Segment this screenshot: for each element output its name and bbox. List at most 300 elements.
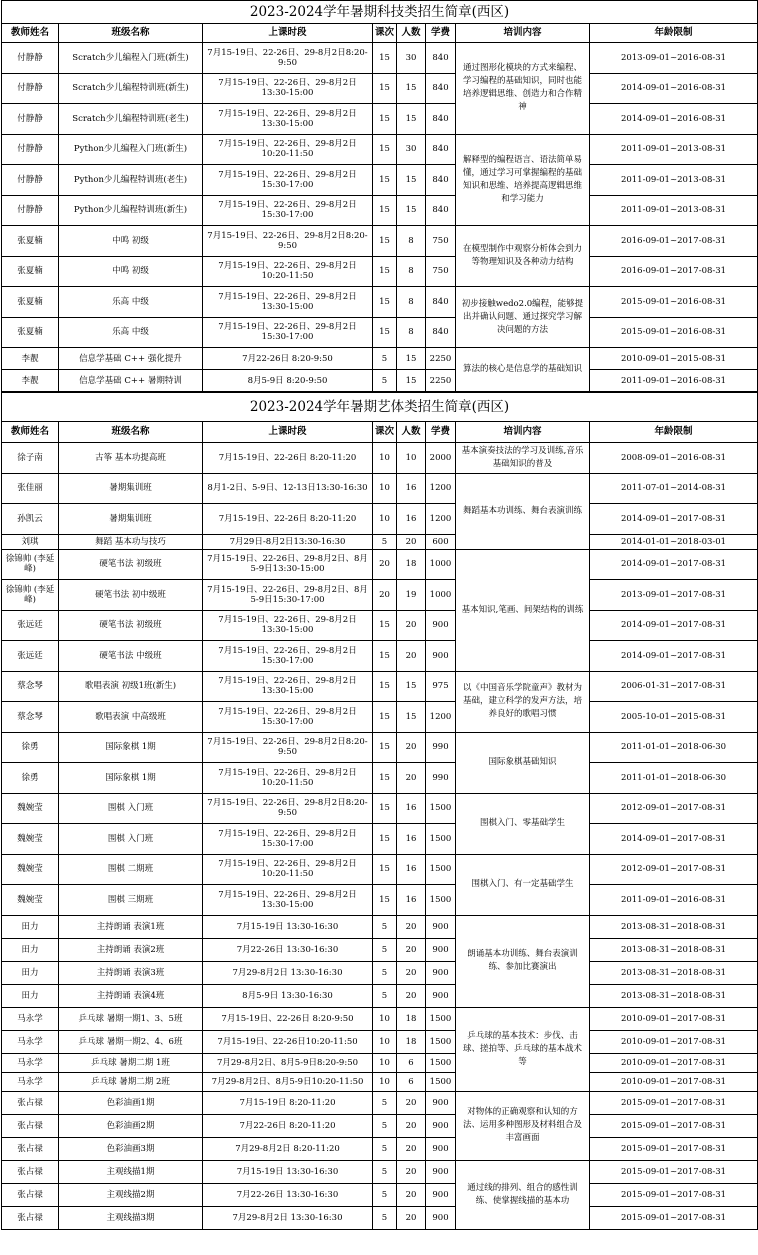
sessions-cell: 15 <box>373 43 397 74</box>
fee-cell: 840 <box>426 317 456 348</box>
capacity-cell: 18 <box>397 549 426 580</box>
capacity-cell: 16 <box>397 504 426 535</box>
age-limit-cell: 2015-09-01~2017-08-31 <box>590 1160 758 1183</box>
sessions-cell: 10 <box>373 1072 397 1091</box>
class-name-cell: 歌唱表演 初级1班(新生) <box>59 671 203 702</box>
class-name-cell: 中鸣 初级 <box>59 226 203 257</box>
time-cell: 7月15-19日、22-26日、29-8月2日 10:20-11:50 <box>203 256 373 287</box>
table-row <box>2 1137 758 1160</box>
time-cell: 7月15-19日、22-26日、29-8月2日 10:20-11:50 <box>203 134 373 165</box>
teacher-cell: 付静静 <box>2 165 59 196</box>
training-content-cell: 朗诵基本功训练、舞台表演训练、参加比赛演出 <box>456 915 590 1007</box>
sessions-cell: 15 <box>373 641 397 672</box>
capacity-cell: 18 <box>397 1030 426 1053</box>
time-cell: 7月15-19日、22-26日 8:20-9:50 <box>203 1007 373 1030</box>
fee-cell: 900 <box>426 915 456 938</box>
arts-table <box>1 392 758 1230</box>
teacher-cell: 张佳丽 <box>2 473 59 504</box>
sessions-cell: 15 <box>373 824 397 855</box>
time-cell: 7月15-19日 13:30-16:30 <box>203 1160 373 1183</box>
time-cell: 7月22-26日 13:30-16:30 <box>203 938 373 961</box>
sessions-cell: 5 <box>373 370 397 392</box>
sessions-cell: 15 <box>373 226 397 257</box>
class-name-cell: 中鸣 初级 <box>59 256 203 287</box>
table-row <box>2 549 758 580</box>
teacher-cell: 田力 <box>2 984 59 1007</box>
capacity-cell: 16 <box>397 473 426 504</box>
time-cell: 7月15-19日、22-26日、29-8月2日 15:30-17:00 <box>203 317 373 348</box>
capacity-cell: 8 <box>397 287 426 318</box>
time-cell: 7月29-8月2日 8:20-11:20 <box>203 1137 373 1160</box>
class-name-cell: Python少儿编程特训班(新生) <box>59 195 203 226</box>
table-row <box>2 43 758 74</box>
fee-cell: 1500 <box>426 824 456 855</box>
teacher-cell: 张占禄 <box>2 1114 59 1137</box>
fee-cell: 840 <box>426 165 456 196</box>
table-row <box>2 1072 758 1091</box>
table-row <box>2 165 758 196</box>
age-limit-cell: 2015-09-01~2017-08-31 <box>590 1183 758 1206</box>
class-name-cell: 主持朗诵 表演4班 <box>59 984 203 1007</box>
capacity-cell: 20 <box>397 1160 426 1183</box>
column-header: 学费 <box>426 422 456 443</box>
table-row <box>2 702 758 733</box>
age-limit-cell: 2011-09-01~2016-08-31 <box>590 885 758 916</box>
sessions-cell: 20 <box>373 580 397 611</box>
capacity-cell: 20 <box>397 984 426 1007</box>
age-limit-cell: 2014-09-01~2017-08-31 <box>590 824 758 855</box>
capacity-cell: 8 <box>397 317 426 348</box>
age-limit-cell: 2013-09-01~2016-08-31 <box>590 43 758 74</box>
capacity-cell: 20 <box>397 1183 426 1206</box>
teacher-cell: 张远廷 <box>2 610 59 641</box>
class-name-cell: 乒乓球 暑期一期1、3、5班 <box>59 1007 203 1030</box>
table-row <box>2 473 758 504</box>
age-limit-cell: 2012-09-01~2017-08-31 <box>590 793 758 824</box>
teacher-cell: 张夏楠 <box>2 226 59 257</box>
class-name-cell: 国际象棋 1期 <box>59 732 203 763</box>
time-cell: 7月15-19日、22-26日、29-8月2日 13:30-15:00 <box>203 610 373 641</box>
teacher-cell: 李靓 <box>2 370 59 392</box>
capacity-cell: 20 <box>397 938 426 961</box>
sessions-cell: 5 <box>373 1183 397 1206</box>
teacher-cell: 蔡念琴 <box>2 671 59 702</box>
column-header: 班级名称 <box>59 24 203 43</box>
sessions-cell: 5 <box>373 1114 397 1137</box>
teacher-cell: 张占禄 <box>2 1206 59 1229</box>
header-row <box>2 422 758 443</box>
fee-cell: 1000 <box>426 580 456 611</box>
time-cell: 7月15-19日、22-26日、29-8月2日 15:30-17:00 <box>203 702 373 733</box>
sessions-cell: 15 <box>373 317 397 348</box>
class-name-cell: 色彩油画1期 <box>59 1091 203 1114</box>
capacity-cell: 30 <box>397 43 426 74</box>
fee-cell: 1000 <box>426 549 456 580</box>
time-cell: 7月15-19日、22-26日、29-8月2日 15:30-17:00 <box>203 165 373 196</box>
time-cell: 7月15-19日 8:20-11:20 <box>203 1091 373 1114</box>
capacity-cell: 18 <box>397 1007 426 1030</box>
table-row <box>2 641 758 672</box>
age-limit-cell: 2013-09-01~2017-08-31 <box>590 580 758 611</box>
sessions-cell: 15 <box>373 793 397 824</box>
fee-cell: 900 <box>426 1206 456 1229</box>
age-limit-cell: 2010-09-01~2017-08-31 <box>590 1072 758 1091</box>
table-row <box>2 961 758 984</box>
training-content-cell: 初步接触wedo2.0编程，能够提出并确认问题、通过探究学习解决问题的方法 <box>456 287 590 348</box>
capacity-cell: 20 <box>397 1206 426 1229</box>
class-name-cell: 围棋 入门班 <box>59 793 203 824</box>
class-name-cell: 围棋 入门班 <box>59 824 203 855</box>
sessions-cell: 15 <box>373 732 397 763</box>
column-header: 课次 <box>373 24 397 43</box>
time-cell: 7月15-19日、22-26日、29-8月2日 15:30-17:00 <box>203 195 373 226</box>
title-row <box>2 1 758 24</box>
fee-cell: 750 <box>426 256 456 287</box>
fee-cell: 900 <box>426 984 456 1007</box>
sessions-cell: 5 <box>373 1137 397 1160</box>
class-name-cell: 乐高 中级 <box>59 287 203 318</box>
table-row <box>2 763 758 794</box>
capacity-cell: 15 <box>397 195 426 226</box>
teacher-cell: 马永学 <box>2 1053 59 1072</box>
fee-cell: 1500 <box>426 1030 456 1053</box>
table-row <box>2 610 758 641</box>
sessions-cell: 10 <box>373 504 397 535</box>
section-title: 2023-2024学年暑期艺体类招生简章(西区) <box>2 393 758 422</box>
table-row <box>2 370 758 392</box>
sessions-cell: 10 <box>373 473 397 504</box>
fee-cell: 1200 <box>426 702 456 733</box>
age-limit-cell: 2014-01-01~2018-03-01 <box>590 534 758 549</box>
time-cell: 7月15-19日、22-26日、29-8月2日 13:30-15:00 <box>203 73 373 104</box>
teacher-cell: 付静静 <box>2 195 59 226</box>
sessions-cell: 15 <box>373 854 397 885</box>
table-row <box>2 732 758 763</box>
capacity-cell: 15 <box>397 165 426 196</box>
table-row <box>2 984 758 1007</box>
time-cell: 7月15-19日、22-26日、29-8月2日8:20-9:50 <box>203 226 373 257</box>
class-name-cell: 硬笔书法 中级班 <box>59 641 203 672</box>
age-limit-cell: 2014-09-01~2016-08-31 <box>590 73 758 104</box>
age-limit-cell: 2015-09-01~2017-08-31 <box>590 1091 758 1114</box>
time-cell: 7月15-19日 13:30-16:30 <box>203 915 373 938</box>
training-content-cell: 乒乓球的基本技术：步伐、击球、搓拍等、乒乓球的基本战术等 <box>456 1007 590 1091</box>
sessions-cell: 5 <box>373 1206 397 1229</box>
table-row <box>2 534 758 549</box>
age-limit-cell: 2013-08-31~2018-08-31 <box>590 915 758 938</box>
fee-cell: 1200 <box>426 504 456 535</box>
time-cell: 7月15-19日、22-26日、29-8月2日 13:30-15:00 <box>203 287 373 318</box>
fee-cell: 900 <box>426 1160 456 1183</box>
table-row <box>2 580 758 611</box>
age-limit-cell: 2011-09-01~2016-08-31 <box>590 370 758 392</box>
time-cell: 7月22-26日 13:30-16:30 <box>203 1183 373 1206</box>
class-name-cell: 乒乓球 暑期二期 1班 <box>59 1053 203 1072</box>
teacher-cell: 徐勇 <box>2 732 59 763</box>
sessions-cell: 15 <box>373 702 397 733</box>
fee-cell: 1500 <box>426 885 456 916</box>
age-limit-cell: 2016-09-01~2017-08-31 <box>590 226 758 257</box>
sessions-cell: 10 <box>373 1030 397 1053</box>
capacity-cell: 20 <box>397 1137 426 1160</box>
table-row <box>2 885 758 916</box>
sessions-cell: 15 <box>373 610 397 641</box>
class-name-cell: 围棋 三期班 <box>59 885 203 916</box>
training-content-cell: 围棋入门、有一定基础学生 <box>456 854 590 915</box>
age-limit-cell: 2010-09-01~2017-08-31 <box>590 1030 758 1053</box>
class-name-cell: 色彩油画3期 <box>59 1137 203 1160</box>
training-content-cell: 舞蹈基本功训练、舞台表演训练 <box>456 473 590 549</box>
training-content-cell: 围棋入门、零基础学生 <box>456 793 590 854</box>
teacher-cell: 付静静 <box>2 73 59 104</box>
sessions-cell: 15 <box>373 256 397 287</box>
fee-cell: 990 <box>426 732 456 763</box>
class-name-cell: 舞蹈 基本功与技巧 <box>59 534 203 549</box>
age-limit-cell: 2010-09-01~2015-08-31 <box>590 348 758 370</box>
class-name-cell: 硬笔书法 初级班 <box>59 549 203 580</box>
class-name-cell: Scratch少儿编程特训班(老生) <box>59 104 203 135</box>
sessions-cell: 10 <box>373 1007 397 1030</box>
age-limit-cell: 2013-08-31~2018-08-31 <box>590 961 758 984</box>
class-name-cell: 硬笔书法 初级班 <box>59 610 203 641</box>
fee-cell: 750 <box>426 226 456 257</box>
fee-cell: 840 <box>426 73 456 104</box>
time-cell: 7月29日-8月2日13:30-16:30 <box>203 534 373 549</box>
sessions-cell: 5 <box>373 984 397 1007</box>
time-cell: 8月5-9日 8:20-9:50 <box>203 370 373 392</box>
table-row <box>2 104 758 135</box>
fee-cell: 900 <box>426 938 456 961</box>
class-name-cell: 乒乓球 暑期二期 2班 <box>59 1072 203 1091</box>
fee-cell: 900 <box>426 961 456 984</box>
capacity-cell: 16 <box>397 793 426 824</box>
capacity-cell: 15 <box>397 702 426 733</box>
capacity-cell: 15 <box>397 370 426 392</box>
sessions-cell: 15 <box>373 195 397 226</box>
class-name-cell: Python少儿编程特训班(老生) <box>59 165 203 196</box>
capacity-cell: 8 <box>397 256 426 287</box>
class-name-cell: 主观线描1期 <box>59 1160 203 1183</box>
fee-cell: 900 <box>426 1091 456 1114</box>
teacher-cell: 田力 <box>2 938 59 961</box>
fee-cell: 1500 <box>426 854 456 885</box>
teacher-cell: 马永学 <box>2 1007 59 1030</box>
table-row <box>2 287 758 318</box>
class-name-cell: Scratch少儿编程特训班(新生) <box>59 73 203 104</box>
capacity-cell: 15 <box>397 671 426 702</box>
class-name-cell: 信息学基础 C++ 强化提升 <box>59 348 203 370</box>
age-limit-cell: 2015-09-01~2016-08-31 <box>590 317 758 348</box>
time-cell: 7月22-26日 8:20-9:50 <box>203 348 373 370</box>
fee-cell: 2250 <box>426 348 456 370</box>
fee-cell: 1500 <box>426 1007 456 1030</box>
table-row <box>2 671 758 702</box>
section-title: 2023-2024学年暑期科技类招生简章(西区) <box>2 1 758 24</box>
class-name-cell: 色彩油画2期 <box>59 1114 203 1137</box>
teacher-cell: 张占禄 <box>2 1091 59 1114</box>
fee-cell: 840 <box>426 134 456 165</box>
age-limit-cell: 2012-09-01~2017-08-31 <box>590 854 758 885</box>
fee-cell: 990 <box>426 763 456 794</box>
age-limit-cell: 2011-01-01~2018-06-30 <box>590 763 758 794</box>
sessions-cell: 5 <box>373 348 397 370</box>
column-header: 培训内容 <box>456 24 590 43</box>
capacity-cell: 20 <box>397 1114 426 1137</box>
capacity-cell: 30 <box>397 134 426 165</box>
fee-cell: 900 <box>426 1137 456 1160</box>
class-name-cell: 乐高 中级 <box>59 317 203 348</box>
time-cell: 7月15-19日、22-26日、29-8月2日8:20-9:50 <box>203 793 373 824</box>
class-name-cell: 硬笔书法 初中级班 <box>59 580 203 611</box>
capacity-cell: 8 <box>397 226 426 257</box>
column-header: 人数 <box>397 422 426 443</box>
time-cell: 7月15-19日、22-26日、29-8月2日8:20-9:50 <box>203 43 373 74</box>
age-limit-cell: 2006-01-31~2017-08-31 <box>590 671 758 702</box>
age-limit-cell: 2011-09-01~2013-08-31 <box>590 195 758 226</box>
age-limit-cell: 2015-09-01~2017-08-31 <box>590 1137 758 1160</box>
sessions-cell: 15 <box>373 165 397 196</box>
sessions-cell: 15 <box>373 287 397 318</box>
teacher-cell: 孙凯云 <box>2 504 59 535</box>
age-limit-cell: 2005-10-01~2015-08-31 <box>590 702 758 733</box>
capacity-cell: 20 <box>397 763 426 794</box>
sessions-cell: 5 <box>373 1091 397 1114</box>
sessions-cell: 5 <box>373 915 397 938</box>
column-header: 年龄限制 <box>590 422 758 443</box>
table-row <box>2 134 758 165</box>
fee-cell: 975 <box>426 671 456 702</box>
fee-cell: 1200 <box>426 473 456 504</box>
column-header: 班级名称 <box>59 422 203 443</box>
capacity-cell: 15 <box>397 348 426 370</box>
table-row <box>2 1007 758 1030</box>
capacity-cell: 6 <box>397 1053 426 1072</box>
training-content-cell: 算法的核心是信息学的基础知识 <box>456 348 590 392</box>
class-name-cell: 暑期集训班 <box>59 473 203 504</box>
column-header: 人数 <box>397 24 426 43</box>
age-limit-cell: 2015-09-01~2017-08-31 <box>590 1114 758 1137</box>
capacity-cell: 20 <box>397 641 426 672</box>
column-header: 课次 <box>373 422 397 443</box>
column-header: 培训内容 <box>456 422 590 443</box>
table-row <box>2 226 758 257</box>
class-name-cell: 围棋 二期班 <box>59 854 203 885</box>
capacity-cell: 20 <box>397 732 426 763</box>
teacher-cell: 魏婉莹 <box>2 793 59 824</box>
age-limit-cell: 2015-09-01~2016-08-31 <box>590 287 758 318</box>
time-cell: 8月5-9日 13:30-16:30 <box>203 984 373 1007</box>
training-content-cell: 通过图形化模块的方式来编程、学习编程的基础知识，同时也能培养逻辑思维、创造力和合作精神 <box>456 43 590 135</box>
time-cell: 7月15-19日、22-26日、29-8月2日 15:30-17:00 <box>203 824 373 855</box>
class-name-cell: 乒乓球 暑期一期2、4、6班 <box>59 1030 203 1053</box>
class-name-cell: 主持朗诵 表演2班 <box>59 938 203 961</box>
age-limit-cell: 2014-09-01~2017-08-31 <box>590 641 758 672</box>
sessions-cell: 15 <box>373 763 397 794</box>
teacher-cell: 李靓 <box>2 348 59 370</box>
teacher-cell: 马永学 <box>2 1072 59 1091</box>
teacher-cell: 付静静 <box>2 104 59 135</box>
fee-cell: 900 <box>426 610 456 641</box>
age-limit-cell: 2008-09-01~2016-08-31 <box>590 443 758 474</box>
time-cell: 7月29-8月2日、8月5-9日8:20-9:50 <box>203 1053 373 1072</box>
table-row <box>2 938 758 961</box>
training-content-cell: 对物体的正确观察和认知的方法、运用多种图形及材料组合及丰富画面 <box>456 1091 590 1160</box>
capacity-cell: 20 <box>397 915 426 938</box>
time-cell: 7月15-19日、22-26日、29-8月2日、8月5-9日15:30-17:00 <box>203 580 373 611</box>
teacher-cell: 田力 <box>2 961 59 984</box>
training-content-cell: 基本演奏技法的学习及训练,音乐基础知识的普及 <box>456 443 590 474</box>
teacher-cell: 付静静 <box>2 43 59 74</box>
teacher-cell: 徐子南 <box>2 443 59 474</box>
age-limit-cell: 2014-09-01~2017-08-31 <box>590 610 758 641</box>
age-limit-cell: 2011-01-01~2018-06-30 <box>590 732 758 763</box>
fee-cell: 1500 <box>426 793 456 824</box>
tech-table <box>1 0 758 392</box>
teacher-cell: 徐锦帅 (李延峰) <box>2 549 59 580</box>
age-limit-cell: 2016-09-01~2017-08-31 <box>590 256 758 287</box>
capacity-cell: 6 <box>397 1072 426 1091</box>
age-limit-cell: 2010-09-01~2017-08-31 <box>590 1007 758 1030</box>
age-limit-cell: 2013-08-31~2018-08-31 <box>590 938 758 961</box>
teacher-cell: 张夏楠 <box>2 287 59 318</box>
column-header: 学费 <box>426 24 456 43</box>
time-cell: 7月15-19日、22-26日、29-8月2日 13:30-15:00 <box>203 671 373 702</box>
sessions-cell: 15 <box>373 885 397 916</box>
fee-cell: 600 <box>426 534 456 549</box>
capacity-cell: 20 <box>397 610 426 641</box>
teacher-cell: 魏婉莹 <box>2 885 59 916</box>
table-row <box>2 348 758 370</box>
fee-cell: 840 <box>426 43 456 74</box>
header-row <box>2 24 758 43</box>
time-cell: 7月15-19日、22-26日 8:20-11:20 <box>203 504 373 535</box>
time-cell: 7月29-8月2日、8月5-9日10:20-11:50 <box>203 1072 373 1091</box>
class-name-cell: 主持朗诵 表演1班 <box>59 915 203 938</box>
sessions-cell: 15 <box>373 671 397 702</box>
time-cell: 7月22-26日 8:20-11:20 <box>203 1114 373 1137</box>
time-cell: 7月15-19日、22-26日、29-8月2日、8月5-9日13:30-15:00 <box>203 549 373 580</box>
teacher-cell: 徐勇 <box>2 763 59 794</box>
teacher-cell: 张占禄 <box>2 1137 59 1160</box>
teacher-cell: 张远廷 <box>2 641 59 672</box>
table-row <box>2 1030 758 1053</box>
age-limit-cell: 2014-09-01~2016-08-31 <box>590 104 758 135</box>
time-cell: 7月15-19日、22-26日、29-8月2日 15:30-17:00 <box>203 641 373 672</box>
fee-cell: 900 <box>426 1183 456 1206</box>
table-row <box>2 256 758 287</box>
capacity-cell: 20 <box>397 1091 426 1114</box>
training-content-cell: 通过线的排列、组合的感性训练、使掌握线描的基本功 <box>456 1160 590 1229</box>
fee-cell: 900 <box>426 1114 456 1137</box>
fee-cell: 1500 <box>426 1053 456 1072</box>
age-limit-cell: 2014-09-01~2017-08-31 <box>590 549 758 580</box>
age-limit-cell: 2013-08-31~2018-08-31 <box>590 984 758 1007</box>
capacity-cell: 16 <box>397 885 426 916</box>
sessions-cell: 15 <box>373 134 397 165</box>
training-content-cell: 以《中国音乐学院童声》教材为基础，建立科学的发声方法，培养良好的歌唱习惯 <box>456 671 590 732</box>
time-cell: 7月15-19日、22-26日、29-8月2日8:20-9:50 <box>203 732 373 763</box>
sessions-cell: 5 <box>373 961 397 984</box>
table-row <box>2 317 758 348</box>
teacher-cell: 徐锦帅 (李延峰) <box>2 580 59 611</box>
sessions-cell: 20 <box>373 549 397 580</box>
title-row <box>2 393 758 422</box>
class-name-cell: Scratch少儿编程入门班(新生) <box>59 43 203 74</box>
class-name-cell: 歌唱表演 中高级班 <box>59 702 203 733</box>
class-name-cell: 国际象棋 1期 <box>59 763 203 794</box>
sessions-cell: 10 <box>373 443 397 474</box>
class-name-cell: 主观线描2期 <box>59 1183 203 1206</box>
